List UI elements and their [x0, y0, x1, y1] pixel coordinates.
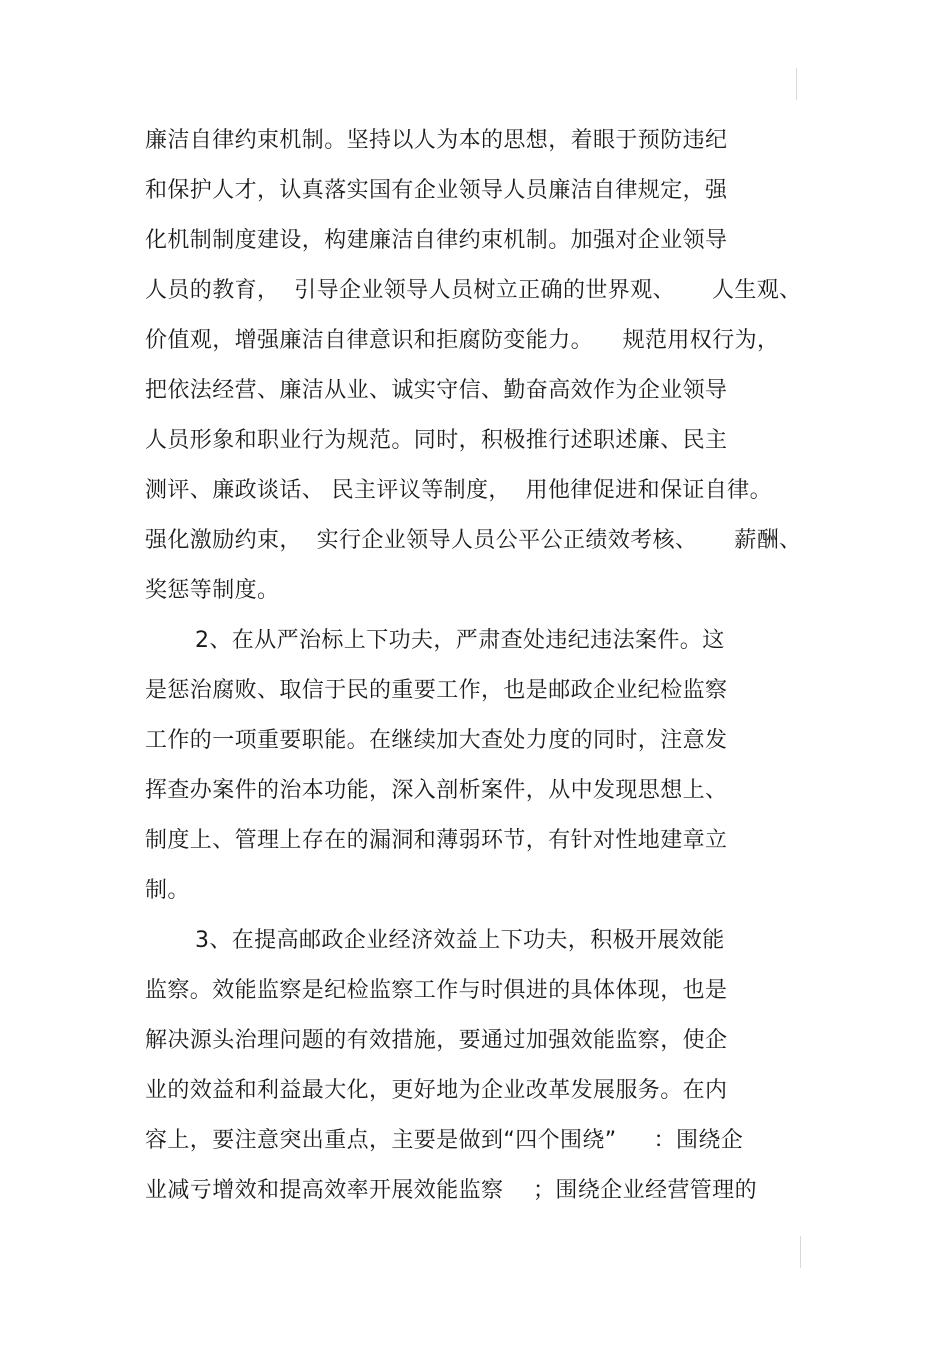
paragraph-start-line: 2、在从严治标上下功夫，严肃查处违纪违法案件。这 — [195, 628, 725, 653]
text-line: 监察。效能监察是纪检监察工作与时俱进的具体体现，也是 — [145, 978, 728, 1003]
text-line: 化机制制度建设，构建廉洁自律约束机制。加强对企业领导 — [145, 228, 728, 253]
text-line: 人员形象和职业行为规范。同时，积极推行述职述廉、民主 — [145, 428, 728, 453]
text-line: 价值观，增强廉洁自律意识和拒腐防变能力。 规范用权行为， — [145, 328, 780, 353]
text-line: 廉洁自律约束机制。坚持以人为本的思想，着眼于预防违纪 — [145, 128, 728, 153]
text-line: 奖惩等制度。 — [145, 578, 280, 603]
body-text — [145, 116, 805, 1216]
text-line: 和保护人才，认真落实国有企业领导人员廉洁自律规定，强 — [145, 178, 728, 203]
text-line: 制。 — [145, 878, 190, 903]
text-line: 强化激励约束， 实行企业领导人员公平公正绩效考核、 薪酬、 — [145, 528, 802, 553]
page-edge-mark-top — [796, 68, 797, 100]
text-line: 容上，要注意突出重点，主要是做到“四个围绕” ：围绕企 — [145, 1128, 744, 1153]
paragraph-start-line: 3、在提高邮政企业经济效益上下功夫，积极开展效能 — [195, 928, 725, 953]
text-line: 业减亏增效和提高效率开展效能监察 ；围绕企业经营管理的 — [145, 1178, 757, 1203]
text-line: 解决源头治理问题的有效措施，要通过加强效能监察，使企 — [145, 1028, 728, 1053]
text-line: 制度上、管理上存在的漏洞和薄弱环节，有针对性地建章立 — [145, 828, 728, 853]
text-line: 挥查办案件的治本功能，深入剖析案件，从中发现思想上、 — [145, 778, 728, 803]
page-edge-mark-bottom — [800, 1236, 801, 1268]
text-line: 人员的教育， 引导企业领导人员树立正确的世界观、 人生观、 — [145, 278, 802, 303]
text-line: 业的效益和利益最大化，更好地为企业改革发展服务。在内 — [145, 1078, 728, 1103]
text-line: 测评、廉政谈话、 民主评议等制度， 用他律促进和保证自律。 — [145, 478, 772, 503]
text-line: 把依法经营、廉洁从业、诚实守信、勤奋高效作为企业领导 — [145, 378, 728, 403]
text-line: 工作的一项重要职能。在继续加大查处力度的同时，注意发 — [145, 728, 728, 753]
text-line: 是惩治腐败、取信于民的重要工作，也是邮政企业纪检监察 — [145, 678, 728, 703]
